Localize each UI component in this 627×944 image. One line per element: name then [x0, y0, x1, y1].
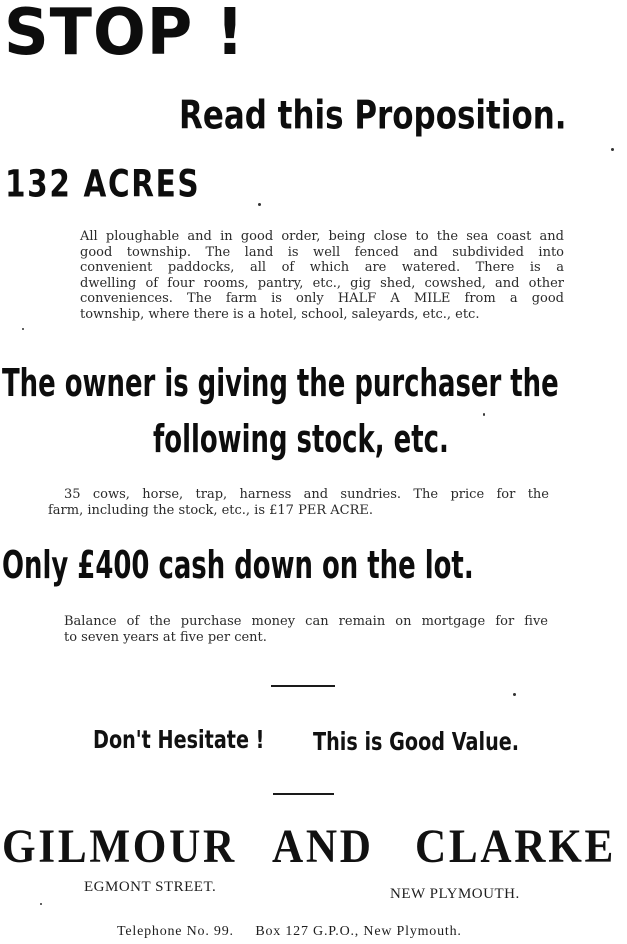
- agent-street: EGMONT STREET.: [84, 879, 217, 895]
- print-speck: [258, 203, 261, 206]
- description-line: conveniences. The farm is only HALF A MILE from a good: [80, 291, 564, 306]
- balance-line: Balance of the purchase money can remain on mortgage for five: [64, 614, 548, 629]
- print-speck: [483, 413, 485, 416]
- offer-heading-line2: following stock, etc.: [153, 418, 449, 462]
- description-line: township, where there is a hotel, school, saleyards, etc., etc.: [80, 306, 480, 322]
- print-speck: [40, 903, 42, 905]
- agent-town: NEW PLYMOUTH.: [390, 886, 520, 902]
- headline: STOP !: [4, 0, 246, 70]
- divider-rule: [273, 793, 334, 795]
- agent-name-part2: AND: [272, 820, 374, 873]
- print-speck: [513, 693, 516, 696]
- agent-contact: Telephone No. 99. Box 127 G.P.O., New Plymouth.: [117, 924, 462, 939]
- print-speck: [22, 328, 24, 330]
- print-speck: [611, 148, 614, 151]
- agent-name-part3: CLARKE: [415, 820, 617, 873]
- description-line: All ploughable and in good order, being close to the sea coast and: [80, 229, 564, 244]
- cash-heading: Only £400 cash down on the lot.: [2, 544, 474, 588]
- stock-line: farm, including the stock, etc., is £17 PER ACRE.: [48, 502, 373, 518]
- subheadline: Read this Proposition.: [179, 94, 567, 139]
- offer-heading-line1: The owner is giving the purchaser the: [2, 362, 559, 406]
- agent-name-part1: GILMOUR: [2, 820, 237, 873]
- balance-terms: [64, 614, 548, 645]
- property-description: [80, 229, 564, 322]
- description-line: convenient paddocks, all of which are watered. There is a: [80, 260, 564, 275]
- stock-line: 35 cows, horse, trap, harness and sundries. The price for the: [64, 487, 549, 502]
- balance-line: to seven years at five per cent.: [64, 629, 267, 645]
- description-line: good township. The land is well fenced and subdivided into: [80, 244, 564, 260]
- call-to-action-right: This is Good Value.: [313, 727, 520, 757]
- description-line: dwelling of four rooms, pantry, etc., gig shed, cowshed, and other: [80, 275, 564, 291]
- acreage-heading: 132 ACRES: [5, 163, 201, 207]
- call-to-action-left: Don't Hesitate !: [93, 725, 265, 755]
- divider-rule: [271, 685, 335, 687]
- stock-description: [48, 487, 549, 518]
